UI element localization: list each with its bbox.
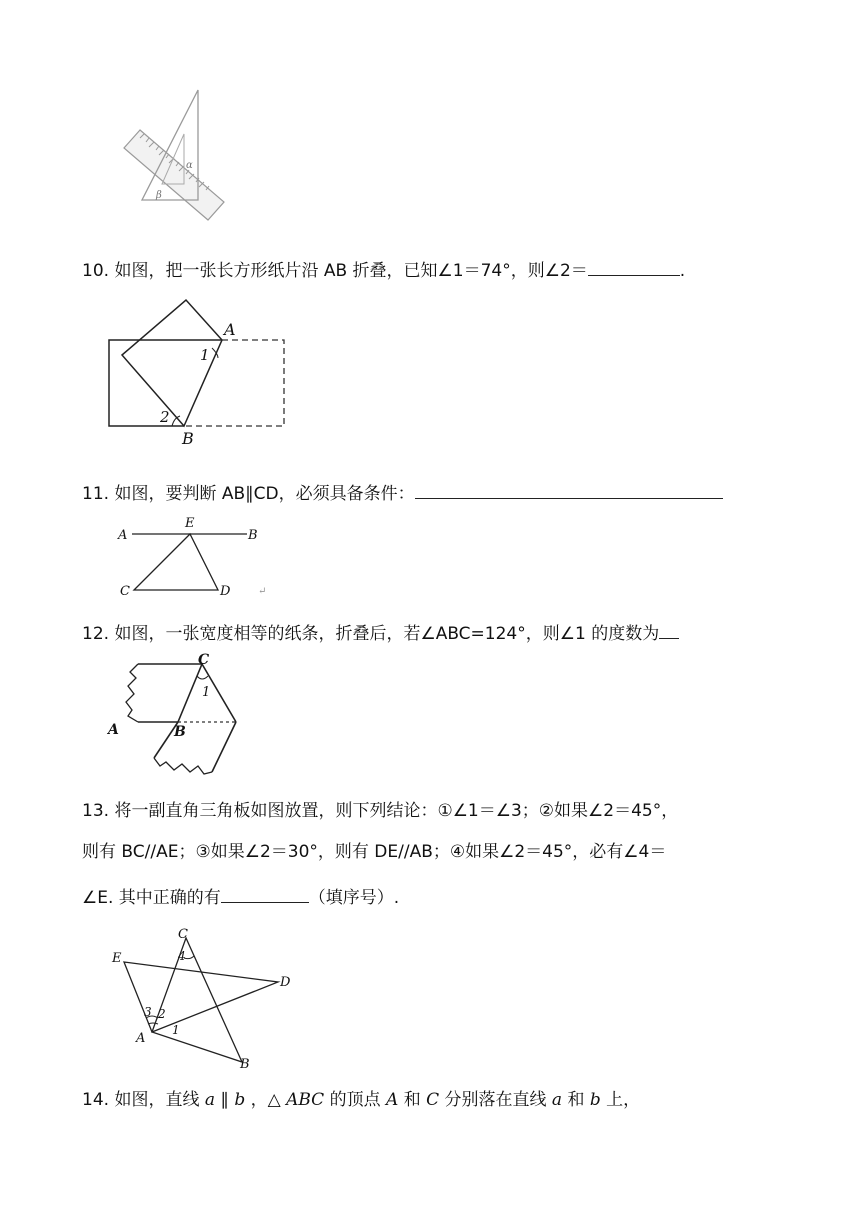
q11-text: 如图，要判断 AB∥CD，必须具备条件：: [114, 484, 415, 504]
q13-label-2: 2: [158, 1007, 166, 1021]
q14-text-7: 上，: [606, 1090, 641, 1110]
question-10: [82, 257, 685, 283]
q11-number: 11.: [82, 484, 110, 504]
q12-text: 如图，一张宽度相等的纸条，折叠后，若∠ABC=124°，则∠1 的度数为: [114, 624, 660, 644]
q13-number: 13.: [82, 801, 110, 821]
q10-answer-blank[interactable]: [588, 257, 680, 276]
question-13-line-2: [82, 840, 666, 864]
q14-line-a: a: [204, 1090, 215, 1110]
q14-triangle-abc: ABC: [286, 1090, 325, 1110]
q13-line3a: ∠E. 其中正确的有: [82, 888, 221, 908]
beta-label: β: [156, 190, 162, 201]
q10-end: .: [679, 261, 686, 281]
q14-line-b: b: [234, 1090, 246, 1110]
q13-label-d: D: [280, 975, 291, 990]
question-11: [82, 480, 723, 506]
q11-label-b: B: [248, 528, 258, 543]
question-13-line-1: [82, 799, 678, 823]
q13-label-1: 1: [172, 1023, 180, 1037]
question-12: [82, 620, 679, 646]
q14-line-b-2: b: [589, 1090, 601, 1110]
q10-number: 10.: [82, 261, 110, 281]
q13-label-a: A: [136, 1031, 146, 1046]
q14-vertex-a: A: [386, 1090, 399, 1110]
q12-answer-blank[interactable]: [659, 620, 679, 639]
q13-label-4: 4: [178, 949, 186, 963]
q14-vertex-c: C: [426, 1090, 440, 1110]
q11-label-e: E: [185, 516, 195, 531]
q14-number: 14.: [82, 1090, 110, 1110]
q14-text-2: ，△: [250, 1090, 281, 1110]
q13-figure: [106, 924, 306, 1070]
q13-line1: 将一副直角三角板如图放置，则下列结论：①∠1＝∠3；②如果∠2＝45°，: [114, 801, 679, 821]
q11-label-c: C: [120, 584, 130, 598]
q13-label-b: B: [240, 1057, 250, 1070]
q12-label-a: A: [108, 722, 119, 738]
q13-label-3: 3: [144, 1005, 152, 1019]
q10-label-a: A: [224, 320, 236, 339]
q10-label-b: B: [182, 429, 194, 448]
q11-answer-blank[interactable]: [415, 480, 723, 499]
alpha-label: α: [186, 160, 193, 171]
q14-text-3: 的顶点: [329, 1090, 381, 1110]
q10-text: 如图，把一张长方形纸片沿 AB 折叠，已知∠1＝74°，则∠2＝: [114, 261, 588, 281]
q13-label-e: E: [112, 951, 122, 966]
q14-parallel: ∥: [220, 1090, 229, 1110]
svg-text:↵: ↵: [258, 586, 267, 597]
q12-figure: [104, 652, 244, 780]
q13-line2: 则有 BC//AE；③如果∠2＝30°，则有 DE//AB；④如果∠2＝45°，必有∠4＝: [82, 842, 667, 862]
q12-label-c: C: [198, 652, 210, 668]
q12-label-b: B: [174, 724, 186, 740]
q14-text-6: 和: [567, 1090, 585, 1110]
q14-text-4: 和: [403, 1090, 421, 1110]
q13-line3b: （填序号）.: [308, 888, 400, 908]
q10-label-1: 1: [200, 346, 210, 364]
q11-figure: [112, 512, 272, 598]
q12-label-1: 1: [202, 685, 211, 700]
q10-label-2: 2: [160, 408, 170, 426]
ruler-triangle-figure: [118, 88, 228, 228]
q13-answer-blank[interactable]: [221, 884, 309, 903]
q14-text-5: 分别落在直线: [444, 1090, 547, 1110]
q14-text-1: 如图，直线: [114, 1090, 200, 1110]
question-14: [82, 1088, 640, 1112]
q12-number: 12.: [82, 624, 110, 644]
q13-label-c: C: [178, 927, 188, 942]
q11-label-d: D: [220, 584, 231, 598]
q11-label-a: A: [118, 528, 128, 543]
q10-figure: [100, 298, 300, 448]
q14-line-a-2: a: [551, 1090, 563, 1110]
question-13-line-3: [82, 884, 399, 910]
